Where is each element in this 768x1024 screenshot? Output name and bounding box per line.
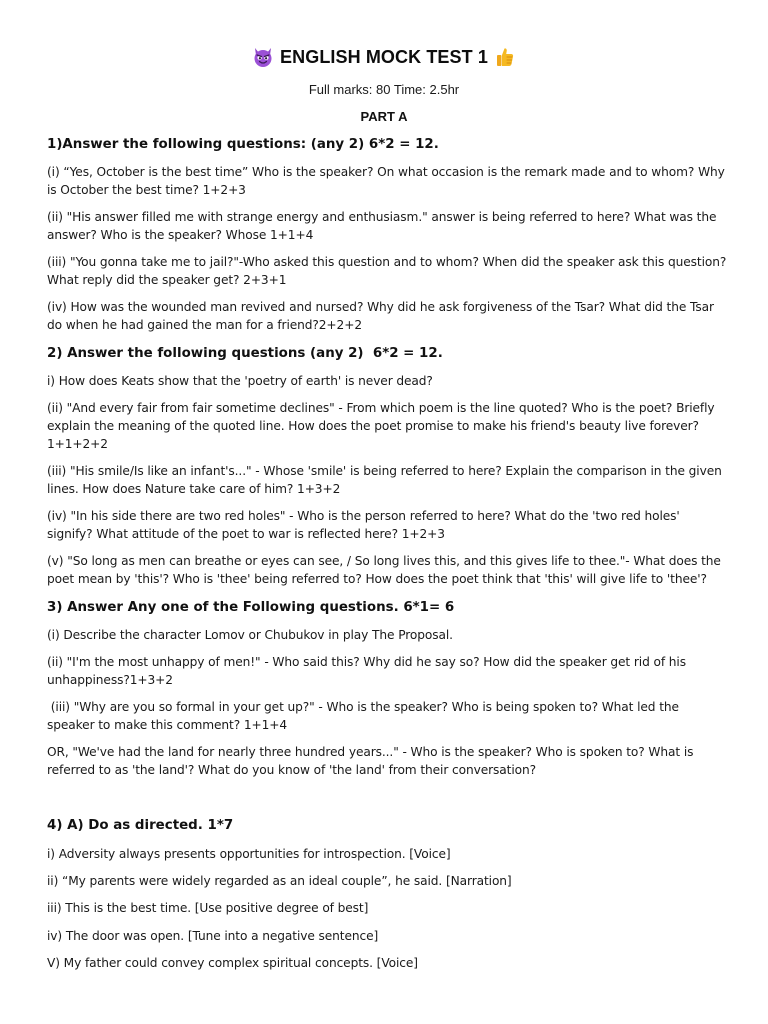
section-3-heading: 3) Answer Any one of the Following questions. 6*1= 6 <box>47 600 455 615</box>
marks-and-time: Full marks: 80 Time: 2.5hr <box>308 82 460 97</box>
question-item: iv) The door was open. [Tune into a negative sentence] <box>47 929 379 943</box>
question-item: (ii) "I'm the most unhappy of men!" - Who said this? Why did he say so? How did the speaker get rid of his unhappiness?1+3+2 <box>47 655 686 687</box>
question-item: (iii) "You gonna take me to jail?"-Who asked this question and to whom? When did the speaker ask this question? What reply did the speaker get? 2+3+1 <box>47 255 727 287</box>
question-item: ii) “My parents were widely regarded as an ideal couple”, he said. [Narration] <box>47 874 512 888</box>
question-item: (iv) "In his side there are two red holes" - Who is the person referred to here? What do the 'two red holes' signify? What attitude of the poet to war is reflected here? 1+2+3 <box>47 509 680 541</box>
part-label: PART A <box>360 109 408 124</box>
smiling-devil-emoji-icon <box>252 46 274 68</box>
title-row <box>0 46 768 68</box>
question-item: (i) Describe the character Lomov or Chubukov in play The Proposal. <box>47 628 453 642</box>
question-item: i) Adversity always presents opportunities for introspection. [Voice] <box>47 847 451 861</box>
question-item: (ii) "And every fair from fair sometime declines" - From which poem is the line quoted? Who is the poet? Briefly explain the meaning of the quoted line. How does the poet promise to make his friend's beauty live forever? 1+1+2+2 <box>47 401 715 451</box>
question-item: OR, "We've had the land for nearly three hundred years..." - Who is the speaker? Who is spoken to? What is referred to as 'the land'? What do you know of 'the land' from their conversation? <box>47 745 694 777</box>
question-item: (iv) How was the wounded man revived and nursed? Why did he ask forgiveness of the Tsar? What did the Tsar do when he had gained the man for a friend?2+2+2 <box>47 300 714 332</box>
section-2-heading: 2) Answer the following questions (any 2) 6*2 = 12. <box>47 346 443 361</box>
question-item: (i) “Yes, October is the best time” Who is the speaker? On what occasion is the remark made and to whom? Why is October the best time? 1+2+3 <box>47 165 725 197</box>
thumbs-up-emoji-icon <box>494 46 516 68</box>
section-1-heading: 1)Answer the following questions: (any 2) 6*2 = 12. <box>47 137 439 152</box>
question-item: (iii) "Why are you so formal in your get up?" - Who is the speaker? Who is being spoken to? What led the speaker to make this comment? 1+1+4 <box>47 700 683 732</box>
document-title: ENGLISH MOCK TEST 1 <box>280 46 488 67</box>
question-item: (v) "So long as men can breathe or eyes can see, / So long lives this, and this gives life to thee."- What does the poet mean by 'this'? Who is 'thee' being referred to? How does the poet think that 'this' will give life to 'thee'? <box>47 554 721 586</box>
question-item: i) How does Keats show that the 'poetry of earth' is never dead? <box>47 374 433 388</box>
section-4-heading: 4) A) Do as directed. 1*7 <box>47 818 234 833</box>
question-item: (ii) "His answer filled me with strange energy and enthusiasm." answer is being referred to here? What was the answer? Who is the speaker? Whose 1+1+4 <box>47 210 717 242</box>
question-item: V) My father could convey complex spiritual concepts. [Voice] <box>47 956 418 970</box>
question-item: iii) This is the best time. [Use positive degree of best] <box>47 901 369 915</box>
question-item: (iii) "His smile/Is like an infant's..." - Whose 'smile' is being referred to here? Explain the comparison in the given lines. How does Nature take care of him? 1+3+2 <box>47 464 722 496</box>
